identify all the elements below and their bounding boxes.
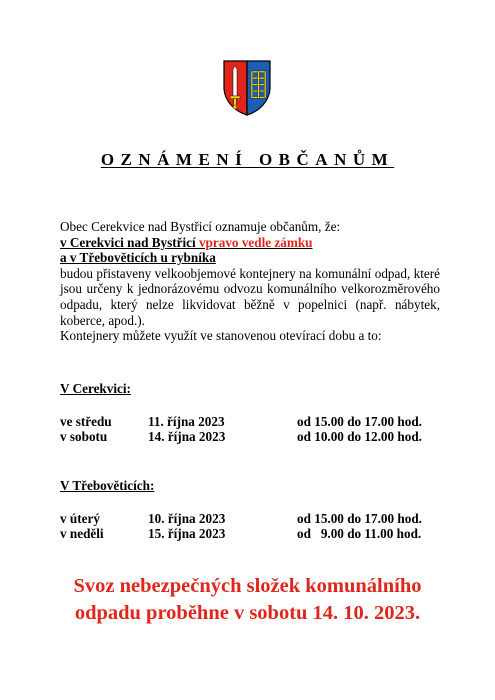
location-cerekvice: v Cerekvici nad Bystřicí vpravo vedle zámku (60, 234, 313, 250)
schedule-date: 14. října 2023 (148, 429, 226, 444)
intro-paragraph: budou přistaveny velkoobjemové kontejnery na komunální odpad, které jsou určeny k jednorázovému odvozu komunálního velkorozměrového odpadu, který nelze likvidovat běžně v popelnici (např. nábytek, koberce, apod.). (60, 265, 440, 328)
section-heading: V Cerekvici: (60, 381, 131, 396)
section-heading: V Třebověticích: (60, 478, 155, 493)
location-trebovetice: a v Třebověticích u rybníka (60, 250, 216, 266)
schedule-time: od 9.00 do 11.00 hod. (297, 526, 422, 541)
intro-text (60, 219, 440, 344)
notice-line: Svoz nebezpečných složek komunálního (73, 575, 422, 597)
intro-line: Obec Cerekvice nad Bystřicí oznamuje občanům, že: (60, 219, 341, 234)
page-title: OZNÁMENÍ OBČANŮM (100, 150, 395, 169)
hazardous-waste-notice (0, 573, 495, 627)
schedule-time: od 15.00 do 17.00 hod. (297, 511, 422, 526)
schedule-date: 15. října 2023 (148, 526, 226, 541)
schedule-day: v neděli (60, 526, 104, 541)
location-highlight: vpravo vedle zámku (198, 234, 313, 250)
schedule-date: 11. října 2023 (148, 414, 225, 429)
schedule-day: v sobotu (60, 429, 108, 444)
schedule-cerekvice (60, 381, 422, 444)
schedule-trebovetice (60, 478, 422, 541)
schedule-time: od 15.00 do 17.00 hod. (297, 414, 422, 429)
schedule-day: v úterý (60, 511, 100, 526)
intro-last-line: Kontejnery můžete využít ve stanovenou otevírací dobu a to: (60, 328, 382, 344)
schedule-row (60, 511, 422, 526)
coat-of-arms-icon (222, 59, 272, 117)
schedule-row (60, 429, 422, 444)
schedule-row (60, 414, 422, 429)
notice-line: odpadu proběhne v sobotu 14. 10. 2023. (74, 602, 421, 624)
schedule-time: od 10.00 do 12.00 hod. (297, 429, 422, 444)
schedule-day: ve středu (60, 414, 112, 429)
schedule-row (60, 526, 422, 541)
schedule-date: 10. října 2023 (148, 511, 226, 526)
